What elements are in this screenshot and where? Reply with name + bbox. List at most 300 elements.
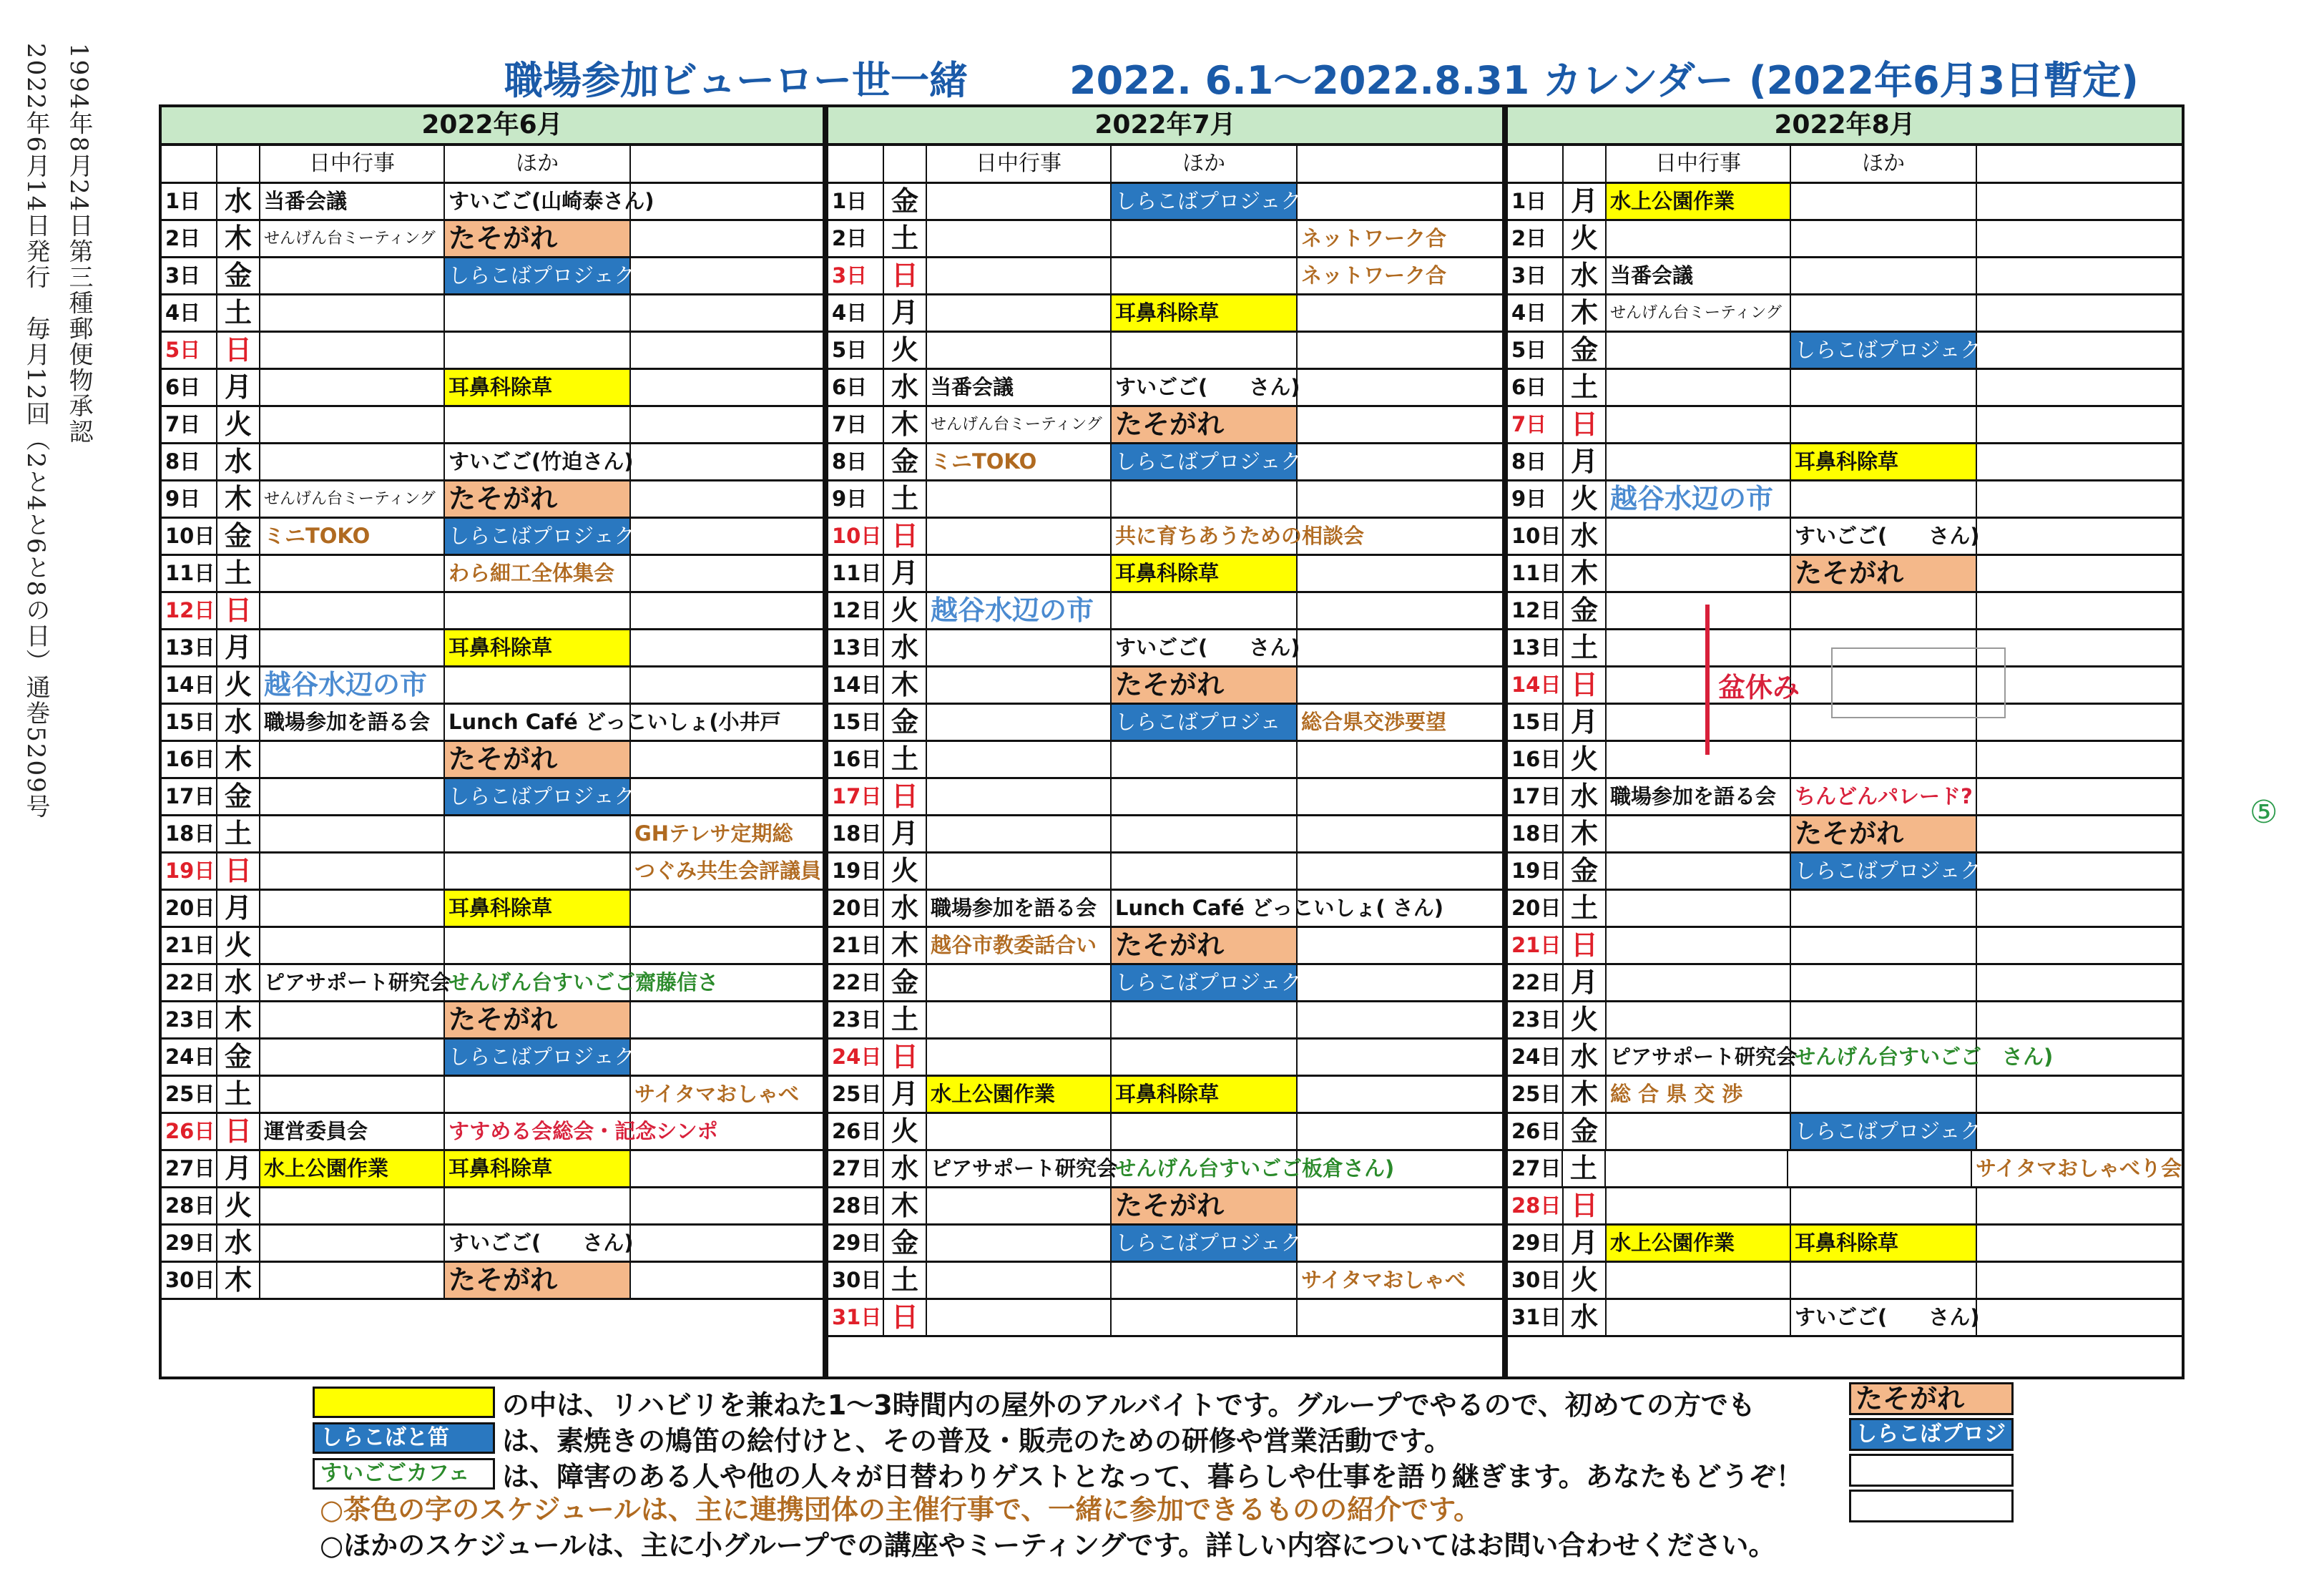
day-date: 14日 — [828, 668, 884, 703]
day-row — [1508, 779, 2182, 816]
column-header — [162, 146, 823, 184]
day-row — [828, 668, 1502, 705]
day-event — [260, 556, 445, 591]
day-weekday: 月 — [1564, 444, 1607, 479]
day-weekday: 火 — [217, 928, 260, 963]
day-weekday: 月 — [884, 556, 927, 591]
day-extra — [1977, 854, 2182, 889]
day-extra — [631, 481, 823, 517]
day-weekday: 日 — [884, 779, 927, 814]
day-event — [927, 854, 1112, 889]
day-other: すいごご( さん) — [1112, 630, 1298, 665]
day-row — [828, 481, 1502, 519]
day-event — [927, 333, 1112, 368]
day-event — [260, 891, 445, 926]
day-other — [1791, 1188, 1977, 1223]
day-extra — [631, 1151, 823, 1186]
day-other — [1791, 295, 1977, 331]
day-extra — [1977, 1114, 2182, 1149]
day-weekday: 月 — [1564, 184, 1607, 219]
day-other — [1791, 1077, 1977, 1112]
day-weekday: 土 — [1564, 370, 1607, 405]
day-date: 26日 — [828, 1114, 884, 1149]
day-weekday: 土 — [884, 1263, 927, 1298]
day-date: 15日 — [828, 705, 884, 740]
day-extra — [631, 556, 823, 591]
day-weekday: 日 — [1564, 668, 1607, 703]
day-other — [445, 333, 631, 368]
day-event — [927, 556, 1112, 591]
day-extra — [1298, 742, 1502, 777]
day-date: 1日 — [162, 184, 217, 219]
day-event — [1607, 1002, 1791, 1037]
day-event — [1607, 891, 1791, 926]
day-extra: サイタマおしゃべ — [1301, 1268, 1466, 1292]
day-event — [1607, 1300, 1791, 1335]
legend-text-blue: は、素焼きの鳩笛の絵付けと、その普及・販売のための研修や営業活動です。 — [502, 1424, 1451, 1457]
day-date: 9日 — [828, 481, 884, 517]
day-weekday: 土 — [884, 481, 927, 517]
day-weekday: 金 — [217, 519, 260, 554]
day-row — [162, 221, 823, 258]
day-date: 5日 — [1508, 333, 1564, 368]
day-event — [927, 630, 1112, 665]
day-date: 17日 — [828, 779, 884, 814]
day-other: たそがれ — [445, 221, 631, 256]
day-row — [828, 891, 1502, 928]
day-row — [1508, 258, 2182, 295]
day-event: 当番会議 — [927, 370, 1112, 405]
column-header — [1508, 146, 2182, 184]
day-weekday: 水 — [884, 1151, 927, 1186]
day-extra — [1977, 1226, 2182, 1261]
day-weekday: 月 — [1564, 705, 1607, 740]
column-header-cell — [217, 146, 260, 182]
day-date: 29日 — [162, 1226, 217, 1261]
day-weekday: 月 — [1564, 1226, 1607, 1261]
day-extra — [631, 184, 823, 219]
day-extra — [1298, 928, 1502, 963]
day-row — [828, 965, 1502, 1002]
day-extra — [1298, 854, 1502, 889]
day-extra — [631, 1263, 823, 1298]
day-row — [162, 630, 823, 668]
day-other — [1791, 184, 1977, 219]
day-other: たそがれ — [1112, 1188, 1298, 1223]
legend-box-empty2 — [1849, 1490, 2014, 1522]
day-weekday: 日 — [217, 1114, 260, 1149]
day-date: 20日 — [828, 891, 884, 926]
day-row — [828, 370, 1502, 407]
day-row — [1508, 1188, 2182, 1226]
day-date: 15日 — [1508, 705, 1564, 740]
day-other — [1112, 1263, 1298, 1298]
day-other — [445, 1188, 631, 1223]
day-event — [927, 1300, 1112, 1335]
day-weekday: 火 — [1564, 742, 1607, 777]
day-extra — [1977, 519, 2182, 554]
org-title: 職場参加ビューロー世一緒 — [504, 58, 968, 103]
day-weekday: 火 — [1564, 221, 1607, 256]
day-row — [1508, 816, 2182, 854]
day-extra: GHテレサ定期総 — [634, 821, 793, 846]
day-weekday: 木 — [884, 1188, 927, 1223]
day-event: 水上公園作業 — [260, 1151, 445, 1186]
day-extra — [1298, 407, 1502, 442]
day-date: 12日 — [1508, 593, 1564, 628]
day-weekday: 日 — [217, 593, 260, 628]
day-other: しらこばプロジェク — [445, 519, 631, 554]
day-row — [1508, 221, 2182, 258]
day-other: たそがれ — [445, 1263, 631, 1298]
legend-swatch-blue: しらこばと笛 — [313, 1422, 495, 1454]
day-weekday: 土 — [1564, 630, 1607, 665]
day-event — [1607, 1263, 1791, 1298]
day-other: すいごご(竹迫さん) — [445, 444, 631, 479]
day-event: 当番会議 — [1607, 258, 1791, 293]
day-event: 職場参加を語る会 — [927, 891, 1112, 926]
postal-approval-note: 1994年8月24日第三種郵便物承認 — [64, 43, 93, 445]
day-event — [1607, 1114, 1791, 1149]
day-event — [260, 779, 445, 814]
day-row — [1508, 519, 2182, 556]
day-row — [828, 816, 1502, 854]
day-date: 4日 — [828, 295, 884, 331]
day-weekday: 水 — [217, 444, 260, 479]
day-date: 3日 — [162, 258, 217, 293]
day-extra — [631, 258, 823, 293]
day-row — [1508, 742, 2182, 779]
day-extra — [1977, 556, 2182, 591]
column-header-cell: 日中行事 — [1607, 146, 1791, 182]
day-other: 耳鼻科除草 — [445, 370, 631, 405]
day-other — [1791, 928, 1977, 963]
day-other: すいごご(山崎泰さん) — [445, 184, 631, 219]
day-extra — [1298, 891, 1502, 926]
day-date: 3日 — [1508, 258, 1564, 293]
day-event — [260, 1040, 445, 1075]
column-header-cell — [1564, 146, 1607, 182]
day-event — [927, 1263, 1112, 1298]
day-event — [927, 705, 1112, 740]
day-other — [1112, 816, 1298, 851]
day-event — [1607, 630, 1791, 665]
day-other — [1791, 742, 1977, 777]
day-event — [1606, 1151, 1788, 1186]
day-other: 耳鼻科除草 — [1791, 1226, 1977, 1261]
day-weekday: 水 — [1564, 258, 1607, 293]
day-event — [1607, 370, 1791, 405]
day-event — [260, 295, 445, 331]
day-other — [445, 1077, 631, 1112]
day-event: 水上公園作業 — [927, 1077, 1112, 1112]
day-date: 28日 — [162, 1188, 217, 1223]
day-row — [162, 519, 823, 556]
day-weekday: 木 — [217, 221, 260, 256]
day-event — [260, 1077, 445, 1112]
day-row — [162, 965, 823, 1002]
day-weekday: 月 — [1564, 965, 1607, 1000]
obon-arrow — [1705, 605, 1710, 755]
day-extra — [1977, 705, 2182, 740]
day-weekday: 土 — [217, 556, 260, 591]
day-other — [1791, 1263, 1977, 1298]
day-date: 9日 — [162, 481, 217, 517]
day-event — [927, 816, 1112, 851]
day-date: 29日 — [828, 1226, 884, 1261]
day-other — [1112, 1114, 1298, 1149]
day-other: 耳鼻科除草 — [1112, 556, 1298, 591]
day-date: 21日 — [828, 928, 884, 963]
day-date: 13日 — [1508, 630, 1564, 665]
day-extra: 総合県交渉要望 — [1301, 710, 1447, 734]
day-date: 8日 — [828, 444, 884, 479]
day-row — [162, 1226, 823, 1263]
day-row — [162, 184, 823, 221]
day-event — [260, 1263, 445, 1298]
day-extra — [1977, 1300, 2182, 1335]
day-weekday: 火 — [884, 854, 927, 889]
obon-label: 盆休み — [1718, 672, 1800, 703]
day-other: 耳鼻科除草 — [1112, 1077, 1298, 1112]
day-row — [1508, 444, 2182, 481]
day-weekday: 日 — [884, 519, 927, 554]
day-event — [927, 965, 1112, 1000]
day-event — [1607, 221, 1791, 256]
day-weekday: 木 — [1564, 816, 1607, 851]
day-row — [162, 668, 823, 705]
day-row — [162, 1040, 823, 1077]
day-date: 5日 — [828, 333, 884, 368]
day-date: 31日 — [1508, 1300, 1564, 1335]
day-other — [445, 295, 631, 331]
day-other: 共に育ちあうための相談会 — [1112, 519, 1298, 554]
day-other: しらこばプロジェク — [1112, 444, 1298, 479]
column-header-cell — [884, 146, 927, 182]
column-header-cell: 日中行事 — [260, 146, 445, 182]
day-date: 28日 — [1508, 1188, 1564, 1223]
day-other: たそがれ — [1112, 407, 1298, 442]
day-event — [1607, 593, 1791, 628]
day-date: 15日 — [162, 705, 217, 740]
day-event — [1607, 407, 1791, 442]
day-other — [1791, 593, 1977, 628]
day-date: 29日 — [1508, 1226, 1564, 1261]
day-row — [828, 519, 1502, 556]
day-row — [828, 258, 1502, 295]
day-extra — [631, 1226, 823, 1261]
day-event: 越谷水辺の市 — [1607, 481, 1791, 517]
day-weekday: 水 — [884, 630, 927, 665]
day-date: 21日 — [1508, 928, 1564, 963]
calendar-period: 2022. 6.1～2022.8.31 カレンダー — [1069, 58, 1734, 103]
day-weekday: 水 — [217, 965, 260, 1000]
day-row — [828, 1040, 1502, 1077]
day-event: せんげん台ミーティング — [1607, 295, 1791, 331]
day-date: 16日 — [828, 742, 884, 777]
day-event: 水上公園作業 — [1607, 1226, 1791, 1261]
day-extra — [1977, 891, 2182, 926]
day-date: 11日 — [828, 556, 884, 591]
day-row — [828, 1002, 1502, 1040]
day-extra — [1298, 444, 1502, 479]
day-row — [162, 370, 823, 407]
day-extra — [631, 1114, 823, 1149]
day-weekday: 木 — [217, 1263, 260, 1298]
day-event — [1607, 556, 1791, 591]
day-row — [1508, 891, 2182, 928]
day-date: 25日 — [1508, 1077, 1564, 1112]
day-row — [1508, 854, 2182, 891]
day-row — [162, 742, 823, 779]
day-weekday: 火 — [1564, 1002, 1607, 1037]
day-weekday: 木 — [1564, 556, 1607, 591]
day-other: しらこばプロジェク — [1791, 333, 1977, 368]
day-date: 14日 — [162, 668, 217, 703]
day-weekday: 水 — [1564, 519, 1607, 554]
day-row — [162, 1263, 823, 1300]
day-row — [828, 221, 1502, 258]
day-weekday: 月 — [217, 370, 260, 405]
day-extra: つぐみ共生会評議員 — [634, 859, 822, 883]
day-other: せんげん台すいごご さん) — [1791, 1040, 1977, 1075]
day-extra — [1298, 965, 1502, 1000]
day-date: 19日 — [162, 854, 217, 889]
day-weekday: 月 — [217, 630, 260, 665]
day-extra — [1977, 370, 2182, 405]
day-weekday: 水 — [217, 184, 260, 219]
day-date: 6日 — [828, 370, 884, 405]
month-title: 2022年7月 — [828, 107, 1502, 146]
day-other: 耳鼻科除草 — [1791, 444, 1977, 479]
obon-box — [1831, 647, 2006, 718]
day-event — [260, 1188, 445, 1223]
day-other — [1112, 221, 1298, 256]
day-event — [927, 1040, 1112, 1075]
day-other — [445, 854, 631, 889]
day-date: 6日 — [1508, 370, 1564, 405]
day-weekday: 水 — [1564, 779, 1607, 814]
day-weekday: 月 — [217, 1151, 260, 1186]
day-row — [828, 593, 1502, 630]
day-row — [162, 444, 823, 481]
day-weekday: 火 — [217, 668, 260, 703]
day-event — [927, 742, 1112, 777]
day-extra — [631, 593, 823, 628]
day-extra — [631, 295, 823, 331]
day-event: せんげん台ミーティング — [927, 407, 1112, 442]
day-date: 27日 — [162, 1151, 217, 1186]
day-extra — [1977, 1188, 2182, 1223]
day-date: 18日 — [1508, 816, 1564, 851]
day-extra — [1977, 593, 2182, 628]
day-date: 30日 — [1508, 1263, 1564, 1298]
day-other — [1112, 333, 1298, 368]
day-date: 11日 — [1508, 556, 1564, 591]
day-extra — [1298, 593, 1502, 628]
day-date: 16日 — [162, 742, 217, 777]
day-weekday: 木 — [217, 742, 260, 777]
day-extra — [631, 630, 823, 665]
day-date: 31日 — [828, 1300, 884, 1335]
day-row — [828, 1077, 1502, 1114]
legend-box-shirakoba: しらこばプロジェク — [1849, 1418, 2014, 1451]
day-date: 9日 — [1508, 481, 1564, 517]
day-extra — [631, 928, 823, 963]
day-row — [1508, 481, 2182, 519]
day-row — [1508, 1002, 2182, 1040]
day-event — [1607, 854, 1791, 889]
day-date: 11日 — [162, 556, 217, 591]
day-other — [445, 668, 631, 703]
day-extra — [631, 965, 823, 1000]
day-date: 25日 — [162, 1077, 217, 1112]
day-row — [162, 481, 823, 519]
day-weekday: 金 — [1564, 1114, 1607, 1149]
day-row — [1508, 1263, 2182, 1300]
day-row — [162, 1114, 823, 1151]
day-extra — [631, 519, 823, 554]
day-extra — [631, 742, 823, 777]
day-extra — [1298, 370, 1502, 405]
day-event — [927, 481, 1112, 517]
day-row — [162, 854, 823, 891]
day-event: せんげん台ミーティング — [260, 481, 445, 517]
day-extra — [1298, 779, 1502, 814]
day-date: 28日 — [828, 1188, 884, 1223]
day-other: しらこばプロジェ — [1112, 705, 1298, 740]
day-other — [1112, 1040, 1298, 1075]
day-row — [162, 1151, 823, 1188]
day-date: 6日 — [162, 370, 217, 405]
column-header-cell — [162, 146, 217, 182]
day-row — [828, 1114, 1502, 1151]
day-event — [927, 668, 1112, 703]
day-extra — [1298, 630, 1502, 665]
day-extra — [1298, 1077, 1502, 1112]
day-extra — [1977, 407, 2182, 442]
calendar-august — [1505, 104, 2185, 1379]
day-extra — [1298, 1226, 1502, 1261]
day-event — [260, 258, 445, 293]
day-row — [828, 556, 1502, 593]
day-row — [1508, 928, 2182, 965]
day-extra — [1977, 184, 2182, 219]
day-date: 19日 — [828, 854, 884, 889]
day-other — [1112, 779, 1298, 814]
day-other — [1791, 258, 1977, 293]
day-date: 2日 — [162, 221, 217, 256]
day-extra — [1977, 779, 2182, 814]
day-date: 10日 — [828, 519, 884, 554]
day-row — [1508, 1226, 2182, 1263]
day-extra — [631, 333, 823, 368]
day-weekday: 月 — [884, 295, 927, 331]
day-row — [162, 333, 823, 370]
day-date: 1日 — [828, 184, 884, 219]
day-date: 27日 — [1508, 1151, 1563, 1186]
day-row — [1508, 593, 2182, 630]
day-date: 23日 — [828, 1002, 884, 1037]
day-date: 24日 — [828, 1040, 884, 1075]
day-extra: ネットワーク合 — [1301, 226, 1447, 250]
day-weekday: 火 — [884, 333, 927, 368]
legend-text-yellow: の中は、リハビリを兼ねた1～3時間内の屋外のアルバイトです。グループでやるので、初めての方でも — [502, 1389, 1755, 1421]
day-other: わら細工全体集会 — [445, 556, 631, 591]
day-weekday: 金 — [884, 1226, 927, 1261]
day-row — [828, 407, 1502, 444]
day-extra: サイタマおしゃべり会 — [1976, 1156, 2182, 1180]
